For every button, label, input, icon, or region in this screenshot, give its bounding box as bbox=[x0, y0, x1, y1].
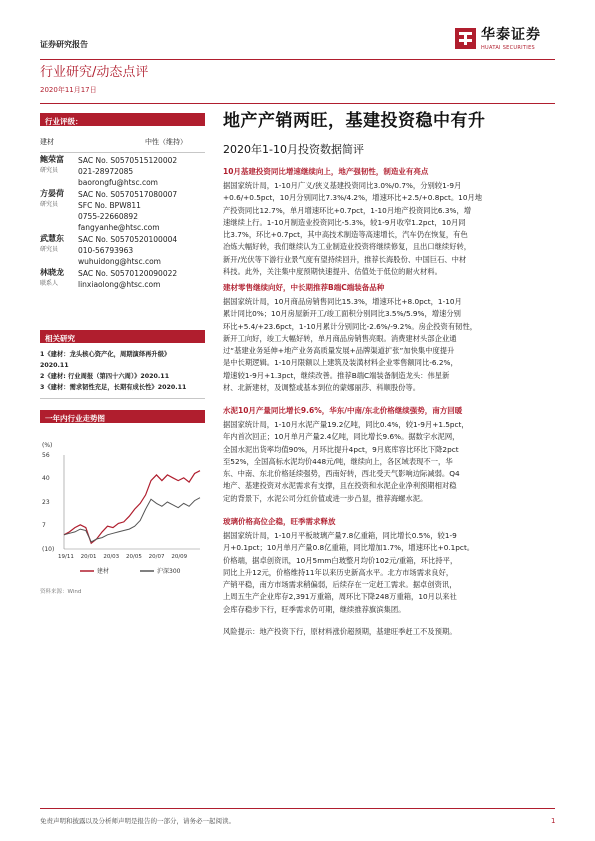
analyst-email: wuhuidong@htsc.com bbox=[78, 257, 161, 266]
footer-divider bbox=[40, 808, 555, 809]
x-tick-label: 20/07 bbox=[148, 554, 165, 560]
section-paragraph bbox=[223, 180, 556, 278]
para-line: 至52%，全国高标水泥均价448元/吨，继续向上，各区域表现不一，华 bbox=[223, 456, 453, 466]
x-tick-label: 20/01 bbox=[80, 554, 97, 560]
para-line: 月+0.1pct；10月单月产量0.8亿重箱，同比增加1.7%，增速环比+0.1pct。 bbox=[223, 543, 475, 553]
analyst-email: baorongfu@htsc.com bbox=[78, 178, 158, 187]
rating-sector: 建材 bbox=[40, 138, 54, 146]
section-heading: 水泥10月产量同比增长9.6%，华东/中南/东北价格继续强势，南方回暖 bbox=[223, 406, 463, 415]
chart-source: 资料来源：Wind bbox=[40, 589, 82, 595]
huatai-logo-icon bbox=[455, 28, 476, 49]
logo-name-en: HUATAI SECURITIES bbox=[481, 45, 535, 51]
sidebar-divider bbox=[40, 398, 205, 399]
para-line: 东、中南、东北价格延续强势，西南好转，西北受天气影响边际减弱。Q4 bbox=[223, 469, 460, 479]
para-line: 会库存稳步下行，旺季需求仍可期，继续推荐旗滨集团。 bbox=[223, 604, 406, 614]
analyst-email: linxiaolong@htsc.com bbox=[78, 280, 161, 289]
legend-label: 建材 bbox=[97, 568, 110, 575]
related-report-date: 2020.11 bbox=[40, 362, 69, 369]
para-line: 据国家统计局，1-10月平板玻璃产量7.8亿重箱，同比增长0.5%，较1-9 bbox=[223, 531, 457, 540]
section-paragraph bbox=[223, 419, 556, 505]
analyst-role: 研究员 bbox=[40, 201, 59, 208]
section-paragraph bbox=[223, 296, 556, 394]
analyst-phone: 0755-22660892 bbox=[78, 212, 138, 221]
para-line: +0.6/+0.5pct，10月分别同比7.3%/4.2%，增速环比+2.5/+0.8pct。10月地 bbox=[223, 193, 483, 203]
legend-label: 沪深300 bbox=[157, 568, 181, 575]
y-tick-label: 56 bbox=[42, 452, 50, 459]
report-subtitle: 2020年1-10月投资数据简评 bbox=[223, 143, 364, 156]
related-report-link[interactable]: 1《建材：龙头核心资产化，周期演绎再升级》 bbox=[40, 351, 171, 358]
para-line: 地产、基建投资对水泥需求有支撑，且在投资和水泥企业净利预期相对稳 bbox=[223, 481, 457, 491]
chart-svg bbox=[40, 437, 205, 587]
related-report-link[interactable]: 3《建材：需求韧性充足，长期有成长性》2020.11 bbox=[40, 384, 187, 391]
disclaimer-note: 免责声明和披露以及分析师声明是报告的一部分，请务必一起阅读。 bbox=[40, 817, 235, 825]
analyst-sac: SAC No. S0570120090022 bbox=[78, 269, 178, 278]
para-line: 新开工向好，竣工大幅好转，单月商品房销售亮眼。消费建材头部企业通 bbox=[223, 333, 457, 343]
section-paragraph bbox=[223, 530, 556, 616]
para-line: 上周五生产企业库存2,391万重箱，周环比下降248万重箱，10月以来社 bbox=[223, 592, 457, 602]
analyst-phone: 010-56793963 bbox=[78, 246, 134, 255]
document-type: 证券研究报告 bbox=[40, 40, 88, 49]
para-line: 年内首次回正；10月单月产量2.4亿吨，同比增长9.6%。据数字水泥网， bbox=[223, 432, 460, 442]
analyst-role: 研究员 bbox=[40, 246, 59, 253]
para-line: 产投资同比12.7%，单月增速环比+0.7pct，1-10月地产投资同比6.3%，增 bbox=[223, 205, 472, 215]
analyst-role: 联系人 bbox=[40, 280, 59, 287]
report-title: 地产产销两旺，基建投资稳中有升 bbox=[223, 111, 486, 131]
page-number: 1 bbox=[551, 817, 556, 825]
para-line: 累计同比0%；10月房屋新开工/竣工面积分别同比3.5%/5.9%，增速分别 bbox=[223, 309, 461, 319]
analyst-name: 鲍荣富 bbox=[40, 155, 64, 164]
para-line: 据国家统计局，1-10月广义/狭义基建投资同比3.0%/0.7%，分别较1-9月 bbox=[223, 181, 462, 190]
report-date: 2020年11月17日 bbox=[40, 86, 97, 94]
para-line: 定的背景下，水泥公司分红价值或进一步凸显，推荐海螺水泥。 bbox=[223, 493, 428, 503]
rating-section-header: 行业评级： bbox=[40, 113, 205, 126]
para-line: 环比+5.4/+23.6pct，1-10月累计分别同比-2.6%/-9.2%。房企投资有韧性， bbox=[223, 321, 478, 331]
sidebar-divider bbox=[40, 152, 205, 153]
para-line: 同比上升12元，价格维持11年以来历史新高水平。北方市场需求良好， bbox=[223, 567, 454, 577]
analyst-sfc: SFC No. BPW811 bbox=[78, 201, 141, 210]
para-line: 产销平稳，南方市场需求稍偏弱，后续存在一定赶工需求。据卓创资讯， bbox=[223, 580, 457, 590]
risk-warning: 风险提示：地产投资下行，原材料涨价超预期，基建旺季赶工不及预期。 bbox=[223, 627, 457, 636]
logo-name-cn: 华泰证券 bbox=[481, 27, 541, 43]
para-line: 是中长期逻辑。1-10月限额以上建筑及装潢材料企业零售额同比-6.2%， bbox=[223, 358, 458, 368]
y-tick-label: 7 bbox=[42, 521, 46, 529]
related-research-header: 相关研究 bbox=[40, 330, 205, 343]
y-tick-label: 40 bbox=[42, 474, 50, 482]
y-axis-unit: (%) bbox=[42, 442, 53, 449]
para-line: 科技。此外，关注集中度预期快速提升、估值处于低位的耐火材料。 bbox=[223, 267, 442, 277]
x-tick-label: 20/03 bbox=[103, 554, 120, 560]
analyst-name: 武慧东 bbox=[40, 234, 64, 243]
para-line: 冶炼大幅好转，我们继续认为工业制造业投资将继续修复，且出口继续好转， bbox=[223, 242, 472, 252]
analyst-name: 方晏荷 bbox=[40, 189, 64, 198]
para-line: 增速较1-9月+1.3pct，继续改善。推荐B端C端装备制造龙头：伟星新 bbox=[223, 370, 450, 380]
x-tick-label: 20/09 bbox=[171, 554, 188, 560]
para-line: 过“基建业务延伸+地产业务高质量发展+品牌渠道扩张”加快集中度提升 bbox=[223, 346, 455, 356]
analyst-sac: SAC No. S0570520100004 bbox=[78, 235, 178, 244]
rating-value: 中性（维持） bbox=[145, 138, 187, 146]
x-tick-label: 19/11 bbox=[58, 554, 74, 560]
related-report-link[interactable]: 2《建材: 行业周报（第四十六周）》2020.11 bbox=[40, 373, 170, 380]
para-line: 材、北新建材，及调整或基本到位的蒙娜丽莎、科顺股份等。 bbox=[223, 383, 421, 393]
para-line: 据国家统计局，1-10月水泥产量19.2亿吨，同比0.4%，较1-9月+1.5pct， bbox=[223, 420, 469, 429]
header-divider-2 bbox=[40, 103, 555, 104]
series-line-hs300 bbox=[64, 498, 200, 542]
analyst-email: fangyanhe@htsc.com bbox=[78, 223, 160, 232]
header-divider bbox=[40, 59, 555, 60]
section-heading: 10月基建投资同比增速继续向上，地产强韧性，制造业有亮点 bbox=[223, 167, 429, 176]
section-heading: 建材零售继续向好，中长期推荐B端C端装备品种 bbox=[223, 283, 385, 292]
para-line: 速继续上行。1-10月制造业投资同比-5.3%，较1-9月收窄1.2pct，10月同 bbox=[223, 217, 466, 227]
para-line: 据国家统计局，10月商品房销售同比15.3%，增速环比+8.0pct，1-10月 bbox=[223, 297, 462, 306]
x-tick-label: 20/05 bbox=[126, 554, 142, 560]
analyst-role: 研究员 bbox=[40, 167, 59, 174]
analyst-name: 林晓龙 bbox=[40, 268, 64, 277]
para-line: 价格端，据卓创资讯，10月5mm白玻整月均价102元/重箱，环比持平， bbox=[223, 555, 458, 565]
chart-section-header: 一年内行业走势图 bbox=[40, 410, 205, 423]
analyst-phone: 021-28972085 bbox=[78, 167, 134, 176]
para-line: 新开/光伏等下游行业景气度有望持续回升，推荐长海股份、中国巨石、中材 bbox=[223, 254, 467, 264]
analyst-sac: SAC No. S0570515120002 bbox=[78, 156, 178, 165]
report-category: 行业研究/动态点评 bbox=[40, 65, 149, 80]
industry-trend-chart bbox=[40, 437, 205, 587]
y-tick-label: (10) bbox=[42, 546, 55, 553]
y-tick-label: 23 bbox=[42, 499, 50, 506]
analyst-sac: SAC No. S0570517080007 bbox=[78, 190, 178, 199]
para-line: 比3.7%，环比+0.7pct，其中高技术制造等高速增长，汽车仍在恢复，有色 bbox=[223, 230, 468, 240]
section-heading: 玻璃价格高位企稳，旺季需求释放 bbox=[223, 517, 336, 526]
para-line: 全国水泥出货率均值90%，月环比提升4pct，9月底库容比环比下降2pct bbox=[223, 444, 459, 454]
